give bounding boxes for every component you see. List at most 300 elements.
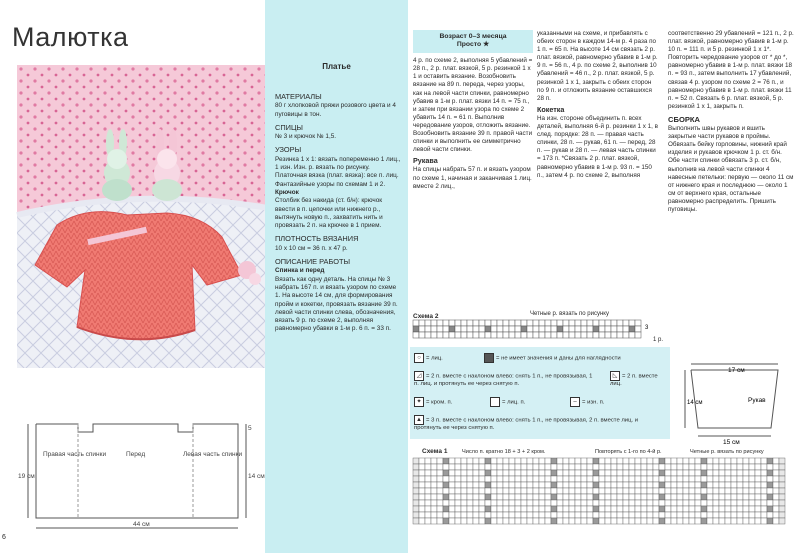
chart-cell bbox=[623, 488, 629, 494]
chart-cell bbox=[491, 512, 497, 518]
chart-cell bbox=[491, 518, 497, 524]
chart-cell bbox=[491, 458, 497, 464]
chart-cell bbox=[563, 476, 569, 482]
chart-cell bbox=[533, 482, 539, 488]
chart-cell bbox=[461, 506, 467, 512]
chart-cell bbox=[713, 464, 719, 470]
chart-cell bbox=[479, 494, 485, 500]
chart-cell bbox=[743, 464, 749, 470]
chart-cell bbox=[755, 506, 761, 512]
chart-cell bbox=[647, 500, 653, 506]
chart-cell bbox=[479, 518, 485, 524]
chart-cell bbox=[491, 506, 497, 512]
chart-cell bbox=[437, 488, 443, 494]
text-column-1 bbox=[413, 30, 533, 192]
chart-cell bbox=[611, 458, 617, 464]
chart-cell bbox=[467, 512, 473, 518]
chart-cell bbox=[593, 500, 599, 506]
chart-cell bbox=[461, 476, 467, 482]
chart-cell bbox=[599, 332, 605, 338]
chart-cell bbox=[605, 518, 611, 524]
chart-cell bbox=[473, 470, 479, 476]
chart-cell bbox=[551, 332, 557, 338]
chart-cell bbox=[635, 506, 641, 512]
chart-cell bbox=[599, 464, 605, 470]
chart-cell bbox=[701, 488, 707, 494]
chart-cell bbox=[455, 506, 461, 512]
chart-cell bbox=[755, 470, 761, 476]
chart-cell bbox=[701, 506, 707, 512]
chart-cell bbox=[719, 482, 725, 488]
chart-cell bbox=[551, 512, 557, 518]
column1-paragraph: 4 р. по схеме 2, выполняя 5 убавлений = 28 п., 2 р. плат. вязкой, 5 р. резинкой 1 х 1 и оставить вязание. Возобновить вязание на 89 п. переда, через узоры, как на левой части спинки, равномерно убавив в 1-м р. плат. вязки 14 п. = 75 п., и затем при вязании узора по схеме 2 убавить 14 п. = 61 п. Выполнив чередование узоров, отложить вязание. Возобновить вязание 39 п. правой части спинки и выполнить ее симметрично левой части спинки. bbox=[413, 57, 533, 154]
chart-cell bbox=[599, 470, 605, 476]
chart-cell bbox=[413, 518, 419, 524]
chart-cell bbox=[605, 506, 611, 512]
chart-cell bbox=[755, 476, 761, 482]
chart-cell bbox=[485, 458, 491, 464]
chart-cell bbox=[515, 482, 521, 488]
chart-cell bbox=[491, 320, 497, 326]
chart-cell bbox=[755, 458, 761, 464]
chart-cell bbox=[527, 500, 533, 506]
chart-cell bbox=[701, 470, 707, 476]
chart-cell bbox=[761, 506, 767, 512]
chart-cell bbox=[743, 476, 749, 482]
chart-cell bbox=[689, 512, 695, 518]
chart-cell bbox=[713, 470, 719, 476]
chart-cell bbox=[707, 518, 713, 524]
chart-cell bbox=[635, 326, 641, 332]
chart-cell bbox=[449, 518, 455, 524]
chart-cell bbox=[425, 488, 431, 494]
chart-cell bbox=[689, 458, 695, 464]
chart-cell bbox=[437, 512, 443, 518]
chart-cell bbox=[467, 488, 473, 494]
chart-cell bbox=[761, 464, 767, 470]
chart-cell bbox=[611, 464, 617, 470]
chart-cell bbox=[515, 332, 521, 338]
chart-cell bbox=[455, 494, 461, 500]
chart-cell bbox=[413, 500, 419, 506]
chart-cell bbox=[737, 506, 743, 512]
chart-cell bbox=[521, 506, 527, 512]
chart-cell bbox=[569, 488, 575, 494]
chart-cell bbox=[587, 320, 593, 326]
chart-cell bbox=[665, 464, 671, 470]
chart-cell bbox=[773, 488, 779, 494]
pattern-fancy: Фантазийные узоры по схемам 1 и 2. bbox=[275, 180, 386, 188]
chart-cell bbox=[593, 494, 599, 500]
chart-cell bbox=[569, 500, 575, 506]
chart-cell bbox=[629, 518, 635, 524]
chart-cell bbox=[485, 320, 491, 326]
chart-cell bbox=[611, 476, 617, 482]
chart-cell bbox=[575, 458, 581, 464]
chart-cell bbox=[677, 494, 683, 500]
chart-cell bbox=[605, 320, 611, 326]
chart-cell bbox=[521, 320, 527, 326]
chart-cell bbox=[473, 482, 479, 488]
chart-cell bbox=[683, 458, 689, 464]
chart-cell bbox=[629, 494, 635, 500]
chart-cell bbox=[419, 518, 425, 524]
chart-cell bbox=[779, 488, 785, 494]
chart-cell bbox=[431, 326, 437, 332]
chart-cell bbox=[623, 506, 629, 512]
chart-cell bbox=[755, 464, 761, 470]
chart-cell bbox=[419, 320, 425, 326]
chart-cell bbox=[533, 458, 539, 464]
chart-cell bbox=[617, 470, 623, 476]
chart-cell bbox=[521, 470, 527, 476]
chart-cell bbox=[605, 512, 611, 518]
chart-cell bbox=[749, 512, 755, 518]
chart-cell bbox=[521, 326, 527, 332]
chart-cell bbox=[641, 470, 647, 476]
chart-cell bbox=[557, 320, 563, 326]
chart-cell bbox=[737, 488, 743, 494]
chart-cell bbox=[707, 494, 713, 500]
chart-cell bbox=[443, 494, 449, 500]
chart-cell bbox=[491, 494, 497, 500]
chart-cell bbox=[767, 458, 773, 464]
chart-cell bbox=[701, 476, 707, 482]
chart-cell bbox=[581, 506, 587, 512]
chart-cell bbox=[575, 512, 581, 518]
chart-cell bbox=[527, 332, 533, 338]
chart-cell bbox=[767, 518, 773, 524]
chart-cell bbox=[689, 494, 695, 500]
chart-cell bbox=[581, 512, 587, 518]
chart-cell bbox=[413, 494, 419, 500]
chart-cell bbox=[689, 470, 695, 476]
chart-cell bbox=[491, 476, 497, 482]
chart-cell bbox=[473, 512, 479, 518]
chart-cell bbox=[587, 482, 593, 488]
age-label: Возраст 0–3 месяца bbox=[439, 33, 507, 40]
schematic-width: 44 см bbox=[133, 521, 150, 528]
chart-cell bbox=[419, 500, 425, 506]
chart-cell bbox=[497, 470, 503, 476]
chart-cell bbox=[587, 506, 593, 512]
chart-cell bbox=[515, 500, 521, 506]
chart-cell bbox=[779, 512, 785, 518]
chart-cell bbox=[629, 488, 635, 494]
chart-cell bbox=[539, 488, 545, 494]
chart-cell bbox=[671, 482, 677, 488]
chart-cell bbox=[455, 464, 461, 470]
chart-cell bbox=[599, 518, 605, 524]
chart-cell bbox=[551, 320, 557, 326]
chart-cell bbox=[455, 500, 461, 506]
materials-sidebar bbox=[265, 0, 408, 553]
sleeves-text: На спицы набрать 57 п. и вязать узором по схеме 1, начиная и заканчивая 1 лиц. вместе 2 лиц., bbox=[413, 166, 532, 190]
chart-cell bbox=[761, 470, 767, 476]
chart-cell bbox=[473, 518, 479, 524]
chart-cell bbox=[479, 512, 485, 518]
chart-cell bbox=[509, 482, 515, 488]
chart-cell bbox=[545, 518, 551, 524]
chart-cell bbox=[413, 482, 419, 488]
chart-cell bbox=[527, 476, 533, 482]
chart-cell bbox=[557, 506, 563, 512]
chart-cell bbox=[479, 488, 485, 494]
chart-cell bbox=[551, 482, 557, 488]
chart-cell bbox=[479, 476, 485, 482]
chart-cell bbox=[617, 482, 623, 488]
chart-cell bbox=[665, 506, 671, 512]
chart-cell bbox=[491, 332, 497, 338]
chart-cell bbox=[509, 476, 515, 482]
chart-cell bbox=[509, 332, 515, 338]
chart-cell bbox=[773, 470, 779, 476]
chart-cell bbox=[689, 476, 695, 482]
text-column-2 bbox=[537, 30, 659, 181]
needles-text: № 3 и крючок № 1,5. bbox=[275, 133, 337, 141]
text-column-3 bbox=[668, 30, 794, 215]
chart-cell bbox=[605, 326, 611, 332]
chart-cell bbox=[641, 476, 647, 482]
chart-cell bbox=[425, 500, 431, 506]
chart-cell bbox=[743, 518, 749, 524]
chart-cell bbox=[545, 494, 551, 500]
chart-cell bbox=[491, 500, 497, 506]
chart-cell bbox=[503, 506, 509, 512]
chart-cell bbox=[539, 326, 545, 332]
chart-cell bbox=[581, 500, 587, 506]
chart-cell bbox=[527, 464, 533, 470]
difficulty-label: Просто ★ bbox=[456, 41, 490, 49]
chart-cell bbox=[599, 500, 605, 506]
chart-cell bbox=[557, 518, 563, 524]
chart-cell bbox=[539, 458, 545, 464]
chart-cell bbox=[557, 482, 563, 488]
chart-cell bbox=[593, 332, 599, 338]
chart-cell bbox=[773, 500, 779, 506]
chart-cell bbox=[767, 494, 773, 500]
chart-cell bbox=[707, 500, 713, 506]
chart-cell bbox=[743, 494, 749, 500]
chart-cell bbox=[713, 518, 719, 524]
chart-cell bbox=[701, 482, 707, 488]
chart-cell bbox=[617, 320, 623, 326]
chart-cell bbox=[443, 488, 449, 494]
chart-cell bbox=[731, 464, 737, 470]
chart-cell bbox=[515, 506, 521, 512]
chart-cell bbox=[677, 476, 683, 482]
chart-cell bbox=[449, 512, 455, 518]
chart-cell bbox=[437, 482, 443, 488]
chart-cell bbox=[563, 506, 569, 512]
chart-cell bbox=[743, 512, 749, 518]
chart-cell bbox=[455, 482, 461, 488]
chart-cell bbox=[419, 470, 425, 476]
chart-cell bbox=[617, 518, 623, 524]
chart-cell bbox=[587, 518, 593, 524]
chart-cell bbox=[707, 458, 713, 464]
chart-cell bbox=[617, 326, 623, 332]
chart-cell bbox=[731, 476, 737, 482]
chart-cell bbox=[605, 494, 611, 500]
chart-cell bbox=[419, 506, 425, 512]
chart-cell bbox=[563, 488, 569, 494]
chart-cell bbox=[629, 512, 635, 518]
chart-cell bbox=[431, 476, 437, 482]
chart-cell bbox=[419, 476, 425, 482]
chart-cell bbox=[695, 500, 701, 506]
chart-cell bbox=[497, 488, 503, 494]
chart-cell bbox=[719, 458, 725, 464]
chart-cell bbox=[485, 470, 491, 476]
chart-cell bbox=[581, 464, 587, 470]
chart-cell bbox=[479, 326, 485, 332]
chart-cell bbox=[641, 464, 647, 470]
chart-cell bbox=[719, 518, 725, 524]
chart-cell bbox=[527, 506, 533, 512]
chart-cell bbox=[605, 476, 611, 482]
chart-cell bbox=[497, 482, 503, 488]
chart-cell bbox=[581, 470, 587, 476]
chart-cell bbox=[725, 494, 731, 500]
chart-cell bbox=[413, 506, 419, 512]
chart-cell bbox=[557, 488, 563, 494]
density-heading: ПЛОТНОСТЬ ВЯЗАНИЯ bbox=[275, 234, 359, 244]
chart-cell bbox=[527, 326, 533, 332]
chart-cell bbox=[443, 512, 449, 518]
sleeves-heading: Рукава bbox=[413, 156, 438, 166]
chart-cell bbox=[605, 482, 611, 488]
chart-cell bbox=[635, 500, 641, 506]
chart-cell bbox=[485, 500, 491, 506]
chart-cell bbox=[425, 458, 431, 464]
product-photo bbox=[17, 65, 279, 368]
chart-cell bbox=[671, 464, 677, 470]
assembly-heading: СБОРКА bbox=[668, 114, 701, 124]
legend-item-knit: = лиц. п. bbox=[490, 397, 525, 407]
schematic-right-label: Левая часть спинки bbox=[183, 451, 243, 458]
chart-cell bbox=[539, 476, 545, 482]
chart-cell bbox=[461, 488, 467, 494]
photo-illustration bbox=[17, 65, 279, 368]
chart-cell bbox=[749, 506, 755, 512]
chart-cell bbox=[599, 494, 605, 500]
chart-cell bbox=[617, 488, 623, 494]
chart-cell bbox=[617, 500, 623, 506]
chart-cell bbox=[731, 458, 737, 464]
chart-cell bbox=[641, 518, 647, 524]
chart-cell bbox=[449, 332, 455, 338]
chart-cell bbox=[773, 512, 779, 518]
chart-cell bbox=[647, 506, 653, 512]
chart-cell bbox=[671, 494, 677, 500]
column3-paragraph: соответственно 29 убавлений = 121 п., 2 р. плат. вязкой, равномерно убавив в 1-м р. 10 п. = 111 п. и 5 р. резинкой 1 х 1*. Повторить чередование узоров от * до *, равномерно убавив в 1-м р. плат. вязки 18 п. = 93 п., затем выполнить 17 убавлений, связав 4 р. узором по схеме 2 = 76 п., и равномерно убавив в 1-м р. плат. вязки 11 п. = 52 п. Связать 6 р. плат. вязкой, 5 р. резинкой 1 х 1, закрыть п. bbox=[668, 30, 794, 110]
chart-cell bbox=[611, 518, 617, 524]
chart-cell bbox=[515, 518, 521, 524]
legend-box bbox=[410, 347, 670, 439]
chart-cell bbox=[449, 458, 455, 464]
chart-cell bbox=[479, 482, 485, 488]
legend-item-purl: – = изн. п. bbox=[570, 397, 604, 407]
chart-cell bbox=[557, 332, 563, 338]
chart-cell bbox=[749, 470, 755, 476]
chart-cell bbox=[677, 488, 683, 494]
chart-cell bbox=[617, 506, 623, 512]
chart-cell bbox=[575, 500, 581, 506]
chart-cell bbox=[539, 506, 545, 512]
chart-cell bbox=[647, 464, 653, 470]
chart-cell bbox=[473, 326, 479, 332]
chart-cell bbox=[509, 470, 515, 476]
chart-cell bbox=[767, 482, 773, 488]
chart-cell bbox=[671, 470, 677, 476]
chart-cell bbox=[521, 488, 527, 494]
chart-cell bbox=[449, 476, 455, 482]
schematic-height: 14 см bbox=[248, 473, 265, 480]
legend-item-none: = не имеет значения и даны для наглядности bbox=[484, 353, 668, 363]
chart-cell bbox=[533, 512, 539, 518]
chart-cell bbox=[677, 518, 683, 524]
chart-cell bbox=[569, 458, 575, 464]
chart-cell bbox=[449, 320, 455, 326]
chart-cell bbox=[635, 332, 641, 338]
chart-cell bbox=[779, 506, 785, 512]
chart-cell bbox=[545, 326, 551, 332]
chart-cell bbox=[611, 506, 617, 512]
chart-cell bbox=[725, 518, 731, 524]
sidebar-body bbox=[275, 88, 403, 334]
chart-cell bbox=[533, 464, 539, 470]
chart-cell bbox=[671, 512, 677, 518]
chart-cell bbox=[461, 464, 467, 470]
chart-cell bbox=[569, 512, 575, 518]
chart-cell bbox=[437, 518, 443, 524]
chart-cell bbox=[575, 476, 581, 482]
chart-cell bbox=[755, 494, 761, 500]
chart-cell bbox=[551, 326, 557, 332]
yoke-text: На изн. стороне объединить п. всех деталей, выполняя 6-й р. резинки 1 х 1, в след. порядке: 28 п. — правая часть спинки, 28 п. — рукав, 61 п. — перед, 28 п. — рукав и 28 п. — левая часть спинки = 173 п. *Связать 2 р. плат. вязкой, равномерно убавив в 1-м р. 93 п. = 150 п., затем 4 р. по схеме 2, выполняя bbox=[537, 114, 658, 179]
density-text: 10 х 10 см = 36 п. х 47 р. bbox=[275, 244, 348, 252]
chart-cell bbox=[725, 488, 731, 494]
sleeve-top-width: 17 см bbox=[728, 367, 745, 374]
chart-cell bbox=[767, 488, 773, 494]
chart-cell bbox=[713, 500, 719, 506]
chart-cell bbox=[695, 518, 701, 524]
description-subheading: Спинка и перед bbox=[275, 267, 325, 275]
chart-cell bbox=[443, 464, 449, 470]
chart-cell bbox=[461, 518, 467, 524]
chart-cell bbox=[527, 494, 533, 500]
chart-cell bbox=[569, 476, 575, 482]
chart-cell bbox=[779, 494, 785, 500]
chart-cell bbox=[653, 512, 659, 518]
chart-cell bbox=[653, 506, 659, 512]
chart-cell bbox=[665, 476, 671, 482]
chart-cell bbox=[779, 500, 785, 506]
chart-cell bbox=[761, 512, 767, 518]
chart-cell bbox=[713, 482, 719, 488]
chart-cell bbox=[623, 482, 629, 488]
chart-cell bbox=[719, 512, 725, 518]
description-heading: ОПИСАНИЕ РАБОТЫ bbox=[275, 257, 351, 267]
chart-cell bbox=[473, 488, 479, 494]
chart-cell bbox=[533, 488, 539, 494]
chart-cell bbox=[749, 482, 755, 488]
chart-cell bbox=[773, 458, 779, 464]
chart-cell bbox=[761, 494, 767, 500]
chart-cell bbox=[725, 458, 731, 464]
chart-cell bbox=[455, 320, 461, 326]
